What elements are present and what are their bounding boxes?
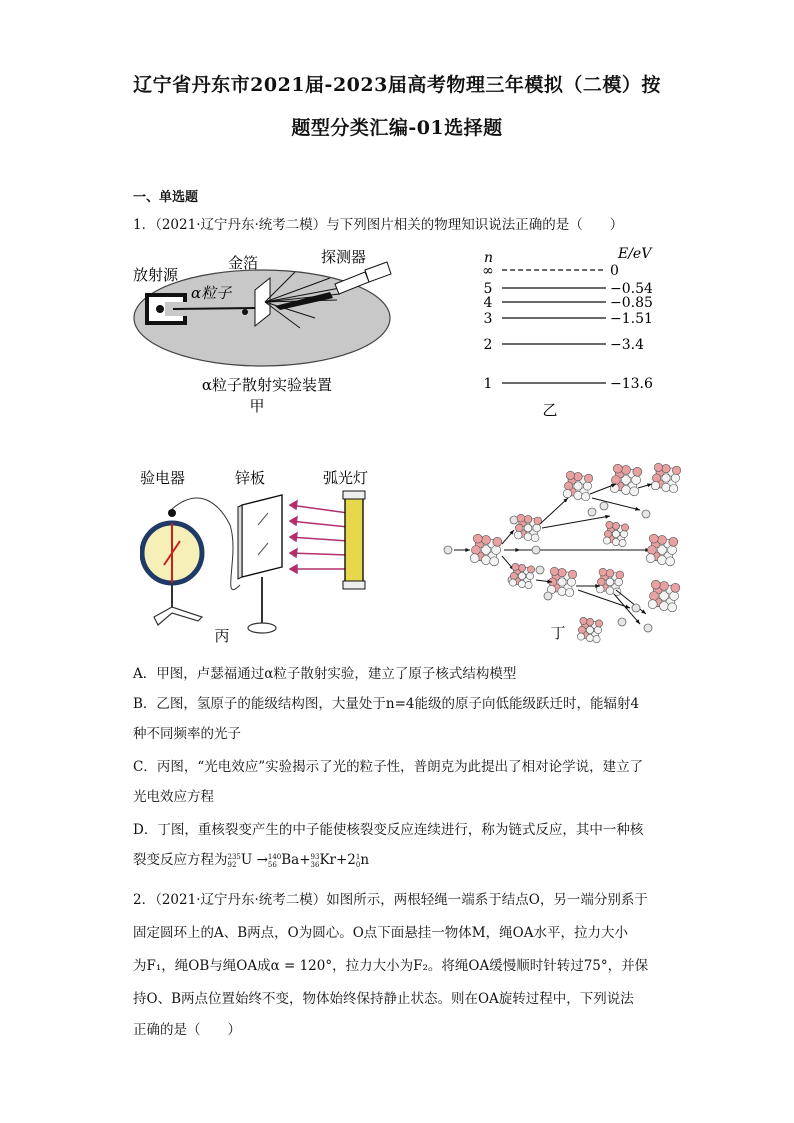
- arrow: [578, 590, 630, 608]
- energy-level-value: −0.85: [610, 295, 653, 311]
- document-title-line1: 辽宁省丹东市2021届-2023届高考物理三年模拟（二模）按: [133, 74, 661, 96]
- neutron: [644, 624, 652, 632]
- figure-energy-levels: [470, 240, 670, 424]
- nucleus: [509, 563, 534, 588]
- neutron: [588, 508, 596, 516]
- q1-option-b-line1: B．乙图，氢原子的能级结构图，大量处于n=4能级的原子向低能级跃迁时，能辐射4: [133, 696, 640, 712]
- document-title-line2: 题型分类汇编-01选择题: [291, 117, 503, 139]
- nucleus: [648, 580, 680, 612]
- q2-line1: 2．（2021·辽宁丹东·统考二模）如图所示，两根轻绳一端系于结点O，另一端分别系于: [133, 892, 648, 908]
- tag-bing: 丙: [214, 627, 230, 645]
- q1-option-d-line1: D．丁图，重核裂变产生的中子能使核裂变反应连续进行，称为链式反应，其中一种核: [133, 822, 644, 838]
- nucleus: [470, 534, 502, 566]
- arrow: [542, 516, 610, 528]
- arrow: [592, 498, 640, 510]
- neutron: [510, 516, 518, 524]
- nucleus: [646, 534, 678, 566]
- energy-level-value: −0.54: [610, 281, 653, 297]
- nucleus: [603, 521, 628, 546]
- nucleus: [563, 471, 593, 501]
- arc-lamp: [343, 491, 365, 589]
- energy-level-n: 2: [483, 337, 493, 353]
- q1-option-c-line1: C．丙图，“光电效应”实验揭示了光的粒子性，普朗克为此提出了相对论学说，建立了: [133, 759, 644, 775]
- n-symbol: n: [484, 250, 494, 266]
- fission-equation: 235 92 U → 140 56 Ba+ 93 36 Kr+2 1 0 n: [227, 852, 370, 869]
- figure-photoelectric: [140, 465, 390, 649]
- energy-level-value: −1.51: [610, 311, 653, 327]
- q1-stem: 1．（2021·辽宁丹东·统考二模）与下列图片相关的物理知识说法正确的是（ ）: [133, 217, 624, 233]
- figure-alpha-scattering: [125, 240, 410, 424]
- light-rays: [290, 501, 348, 573]
- label-lamp: 弧光灯: [323, 469, 369, 487]
- neutron: [544, 592, 552, 600]
- q2-line2: 固定圆环上的A、B两点，O为圆心。O点下面悬挂一物体M，绳OA水平，拉力大小: [133, 925, 628, 941]
- arrowhead: [515, 548, 520, 552]
- nucleus: [577, 617, 602, 642]
- q2-line3: 为F₁，绳OB与绳OA成α = 120°，拉力大小为F₂。将绳OA缓慢顺时针转过75°，并保: [133, 958, 649, 974]
- energy-unit: E/eV: [618, 246, 652, 262]
- neutron: [632, 604, 640, 612]
- arrowhead: [465, 548, 470, 552]
- neutron: [642, 510, 650, 518]
- arrowhead: [605, 515, 610, 519]
- label-detector: 探测器: [321, 248, 367, 266]
- neutron: [618, 618, 626, 626]
- section-heading: 一、单选题: [133, 190, 199, 205]
- neutron: [444, 546, 452, 554]
- q1-option-c-line2: 光电效应方程: [133, 789, 214, 805]
- energy-level-n: 1: [483, 376, 493, 392]
- label-alpha: α粒子: [191, 284, 232, 302]
- q2-line5: 正确的是（ ）: [133, 1022, 241, 1038]
- neutron: [532, 546, 540, 554]
- caption-alpha: α粒子散射实验装置: [201, 376, 333, 394]
- energy-level-n: 5: [483, 281, 493, 297]
- nucleus: [514, 514, 541, 541]
- nucleus: [596, 568, 623, 595]
- arrow: [540, 498, 568, 524]
- neutron: [600, 502, 608, 510]
- label-foil: 金箔: [228, 254, 259, 272]
- figure-chain-reaction: [440, 458, 690, 652]
- tag-yi: 乙: [542, 401, 558, 419]
- energy-level-n: 3: [483, 311, 493, 327]
- energy-level-n: ∞: [482, 263, 494, 279]
- label-electroscope: 验电器: [140, 469, 186, 487]
- tag-jia: 甲: [249, 397, 265, 415]
- q1-option-a: A．甲图，卢瑟福通过α粒子散射实验，建立了原子核式结构模型: [133, 666, 517, 682]
- label-zinc: 锌板: [235, 469, 266, 487]
- label-source: 放射源: [133, 266, 179, 284]
- q2-line4: 持O、B两点位置始终不变，物体始终保持静止状态。则在OA旋转过程中，下列说法: [133, 991, 634, 1007]
- tag-ding: 丁: [550, 624, 566, 642]
- q1-option-d-line2: 裂变反应方程为 235 92 U → 140 56 Ba+ 93 36 Kr+2 1 0 n: [133, 852, 370, 869]
- nucleus: [610, 464, 642, 496]
- zinc-plate: [238, 495, 282, 633]
- nucleus: [651, 463, 681, 493]
- neutron: [536, 566, 544, 574]
- source-dot: [156, 305, 164, 313]
- electroscope: [142, 509, 202, 625]
- energy-level-n: 4: [483, 295, 493, 311]
- energy-level-value: −3.4: [610, 337, 644, 353]
- q1-option-b-line2: 种不同频率的光子: [133, 726, 241, 742]
- energy-level-value: −13.6: [610, 376, 653, 392]
- energy-level-value: 0: [610, 263, 619, 279]
